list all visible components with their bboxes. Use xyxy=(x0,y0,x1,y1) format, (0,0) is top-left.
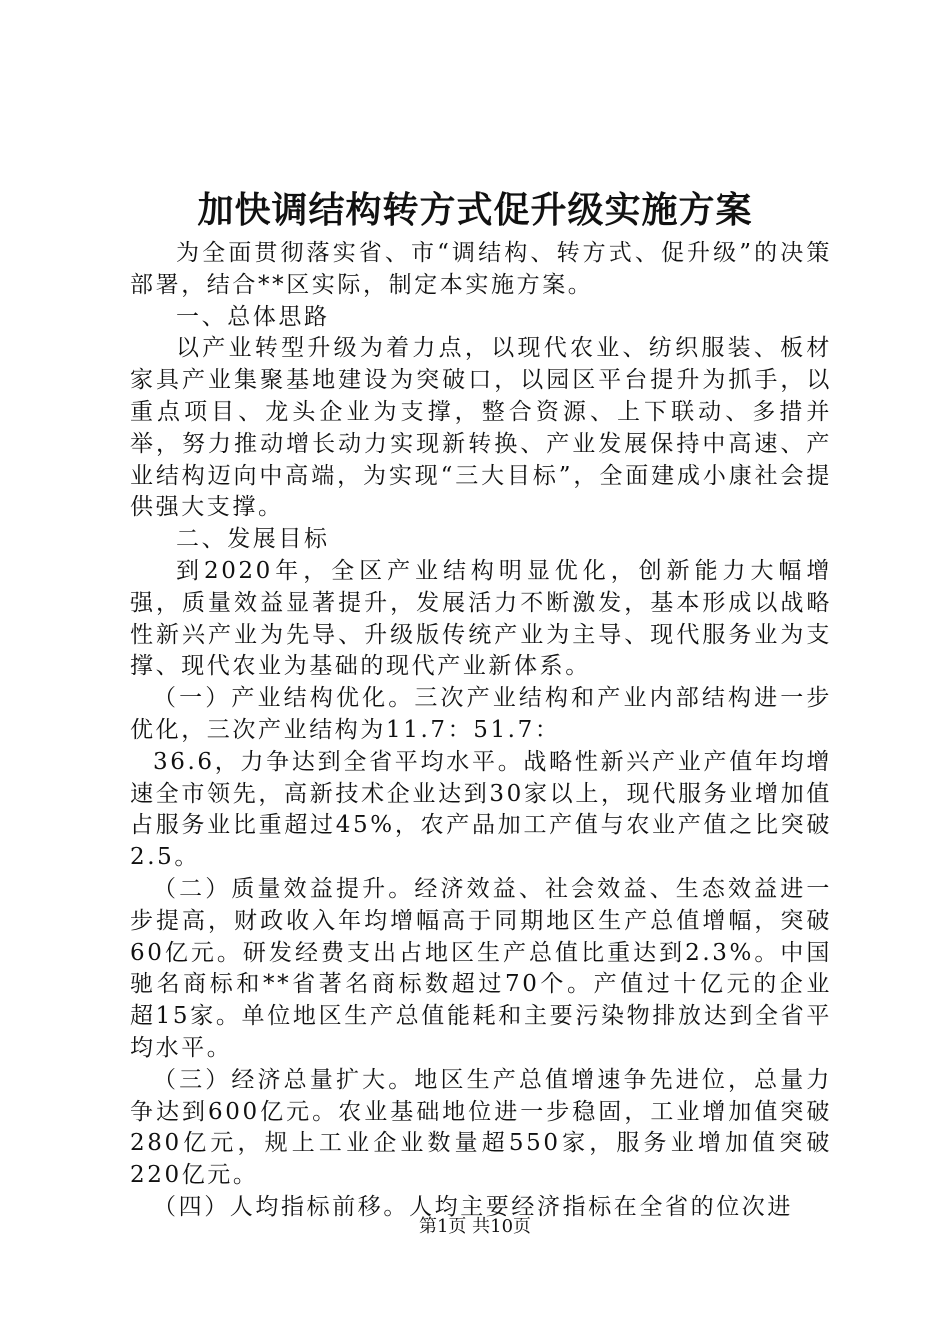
subsection-paragraph-1: （一）产业结构优化。三次产业结构和产业内部结构进一步优化，三次产业结构为11.7：51.7： xyxy=(130,685,832,743)
section-heading-2: 二、发展目标 xyxy=(176,526,330,553)
section-heading-1: 一、总体思路 xyxy=(176,303,330,330)
subsection-paragraph-3: （三）经济总量扩大。地区生产总值增速争先进位，总量力争达到600亿元。农业基础地位进一步稳固，工业增加值突破280亿元，规上工业企业数量超550家，服务业增加值突破220亿元。 xyxy=(130,1066,832,1189)
page-footer: 第1页 共10页 xyxy=(418,1216,532,1237)
body-paragraph-continued: 36.6，力争达到全省平均水平。战略性新兴产业产值年均增速全市领先，高新技术企业达到30家以上，现代服务业增加值占服务业比重超过45%，农产品加工产值与农业产值之比突破2.5。 xyxy=(130,748,832,871)
body-paragraph: 以产业转型升级为着力点，以现代农业、纺织服装、板材家具产业集聚基地建设为突破口，以园区平台提升为抓手，以重点项目、龙头企业为支撑，整合资源、上下联动、多措并举，努力推动增长动力实现新转换、产业发展保持中高速、产业结构迈向中高端，为实现“三大目标”，全面建成小康社会提供强大支撑。 xyxy=(130,335,832,521)
intro-paragraph: 为全面贯彻落实省、市“调结构、转方式、促升级”的决策部署，结合**区实际，制定本实施方案。 xyxy=(130,240,832,298)
document-body xyxy=(130,238,832,1224)
subsection-paragraph-2: （二）质量效益提升。经济效益、社会效益、生态效益进一步提高，财政收入年均增幅高于同期地区生产总值增幅，突破60亿元。研发经费支出占地区生产总值比重达到2.3%。中国驰名商标和**省著名商标数超过70个。产值过十亿元的企业超15家。单位地区生产总值能耗和主要污染物排放达到全省平均水平。 xyxy=(130,875,832,1061)
body-paragraph: 到2020年，全区产业结构明显优化，创新能力大幅增强，质量效益显著提升，发展活力不断激发，基本形成以战略性新兴产业为先导、升级版传统产业为主导、现代服务业为支撑、现代农业为基础的现代产业新体系。 xyxy=(130,557,832,680)
document-title: 加快调结构转方式促升级实施方案 xyxy=(197,189,753,231)
subsection-paragraph-4: （四）人均指标前移。人均主要经济指标在全省的位次进 xyxy=(153,1193,793,1220)
